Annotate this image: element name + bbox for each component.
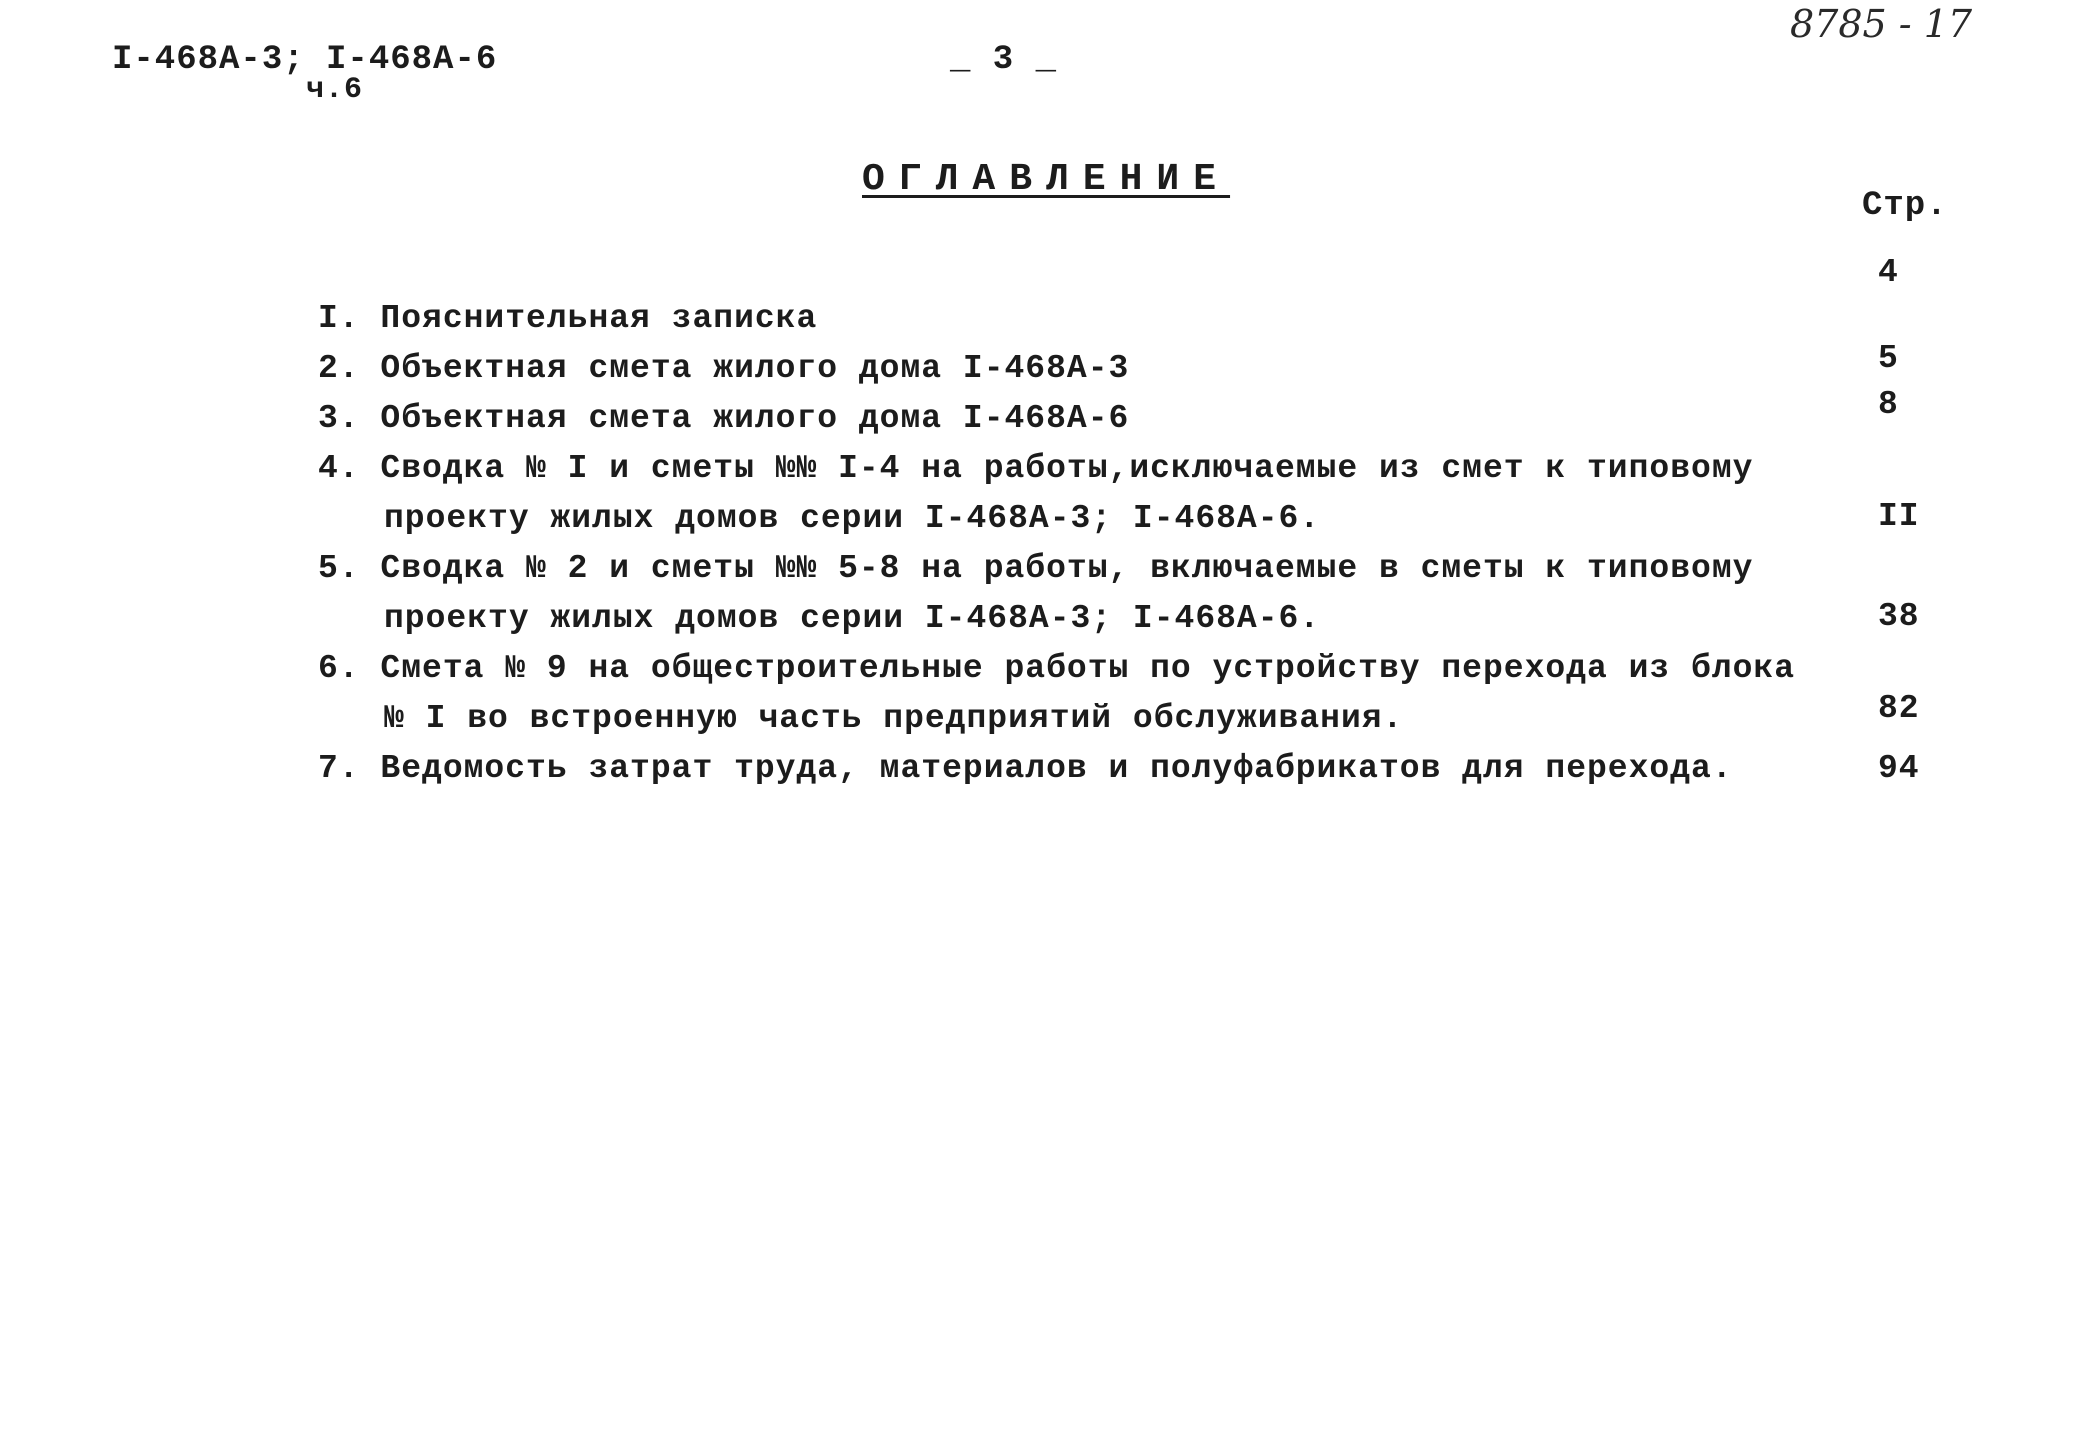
toc-title: ОГЛАВЛЕНИЕ: [862, 158, 1231, 201]
toc-entry-page: 8: [1878, 386, 1899, 423]
toc-entry-text-continuation: № I во встроенную часть предприятий обслуживания.: [384, 700, 1404, 737]
toc-entry-page: 82: [1878, 690, 1920, 727]
toc-list: [318, 254, 2038, 794]
document-code: I-468A-3; I-468A-6: [112, 41, 498, 79]
toc-entry-page: 4: [1878, 254, 1899, 291]
toc-entry-text: 7. Ведомость затрат труда, материалов и полуфабрикатов для перехода.: [318, 750, 1733, 787]
toc-entry-page: 94: [1878, 750, 1920, 787]
toc-entry-text: 5. Сводка № 2 и сметы №№ 5-8 на работы, включаемые в сметы к типовому: [318, 550, 1754, 587]
toc-entry-text: 6. Смета № 9 на общестроительные работы по устройству перехода из блока: [318, 650, 1796, 687]
toc-entry: [318, 340, 2038, 394]
toc-entry-text: 2. Объектная смета жилого дома I-468А-3: [318, 350, 1130, 387]
toc-entry: [318, 386, 2038, 444]
toc-entry: [318, 254, 2038, 344]
toc-entry-page: II: [1878, 498, 1920, 535]
page-column-header: Стр.: [1862, 187, 1948, 225]
toc-entry-text: I. Пояснительная записка: [318, 300, 818, 337]
page-number: _ 3 _: [950, 41, 1058, 79]
archive-number: 8785 - 17: [1790, 2, 1973, 46]
toc-entry: [318, 544, 2038, 644]
toc-entry-text-continuation: проекту жилых домов серии I-468А-3; I-468А-6.: [384, 500, 1321, 537]
toc-entry-text: 3. Объектная смета жилого дома I-468А-6: [318, 400, 1130, 437]
toc-entry-page: 5: [1878, 340, 1899, 377]
toc-entry: [318, 744, 2038, 794]
toc-entry-text-continuation: проекту жилых домов серии I-468А-3; I-468А-6.: [384, 600, 1321, 637]
toc-entry-text: 4. Сводка № I и сметы №№ I-4 на работы,исключаемые из смет к типовому: [318, 450, 1754, 487]
document-part: ч.6: [306, 73, 364, 107]
toc-entry-page: 38: [1878, 598, 1920, 635]
toc-entry: [318, 644, 2038, 744]
toc-entry: [318, 444, 2038, 544]
